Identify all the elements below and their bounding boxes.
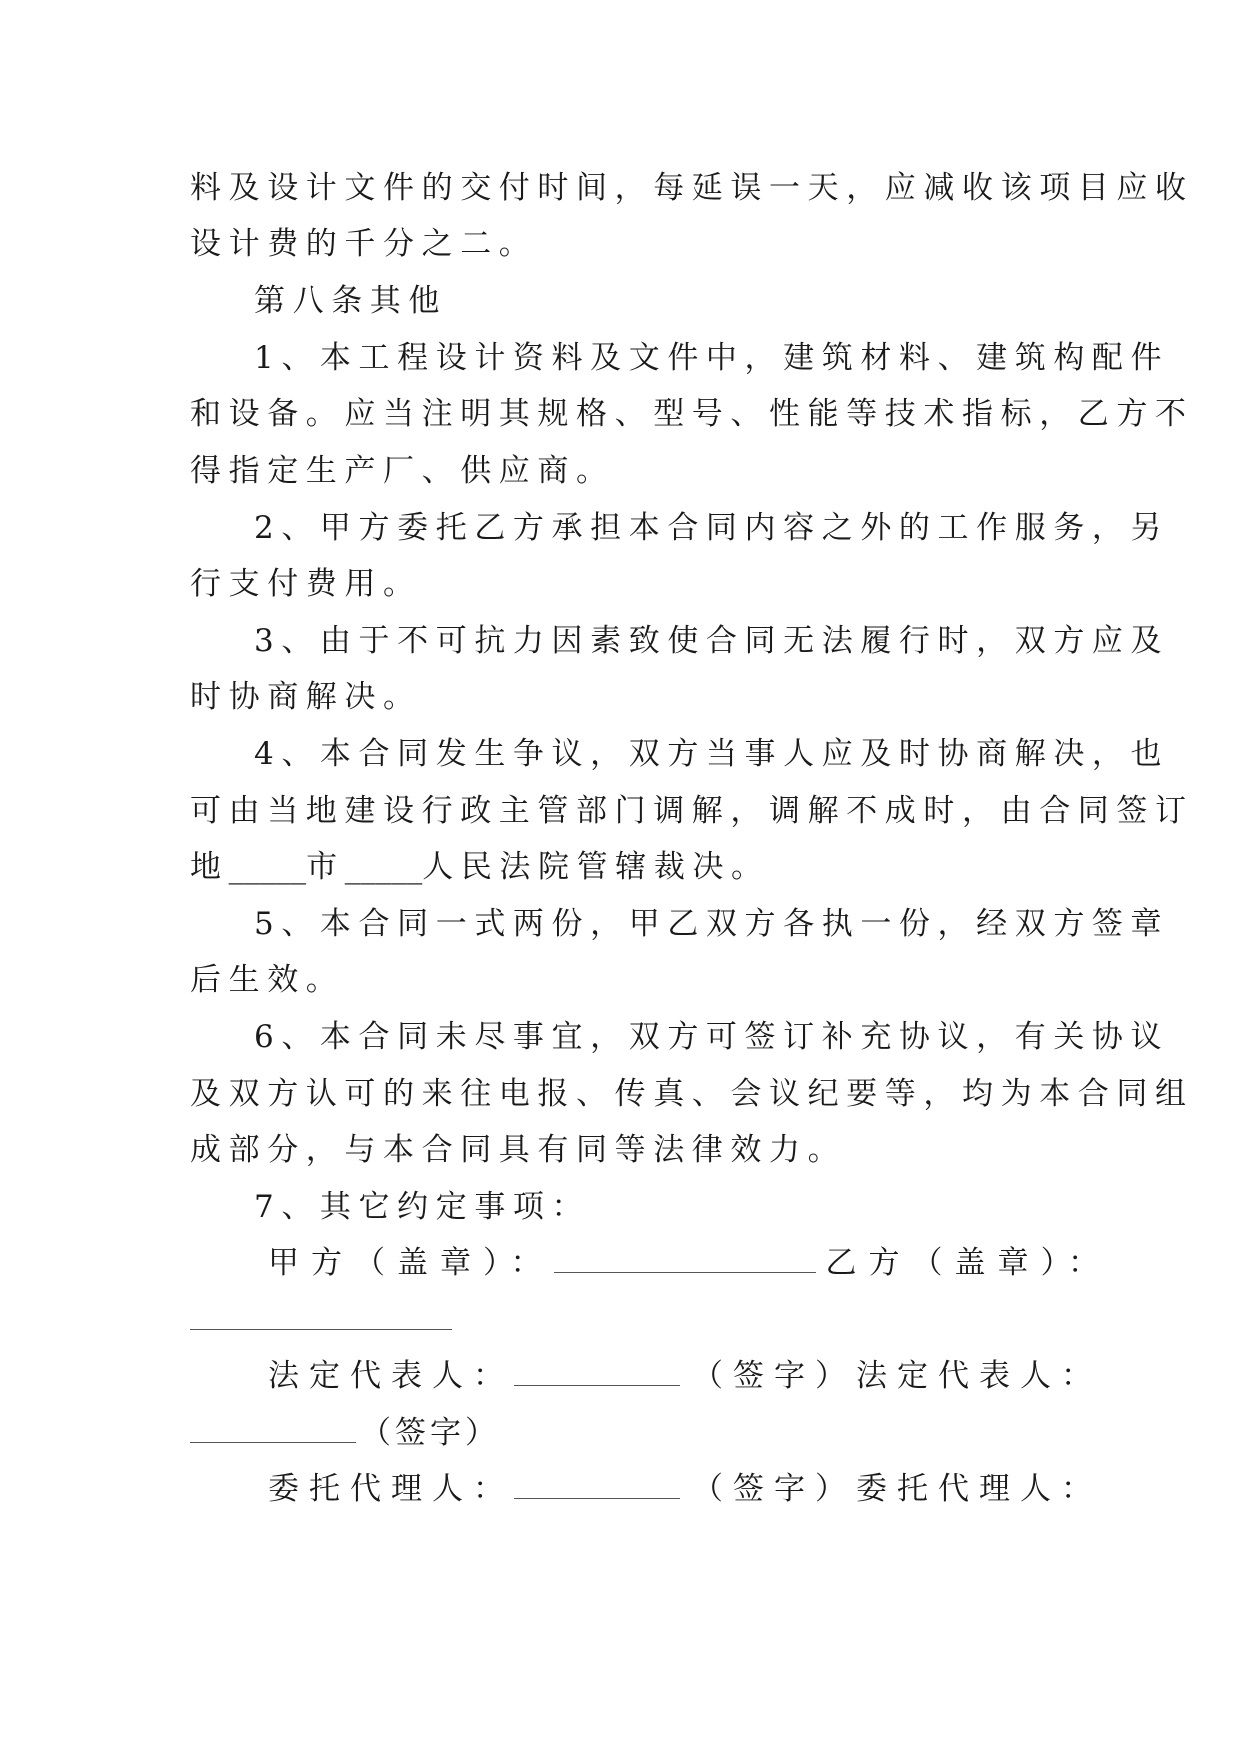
item-4-text: 地 (190, 849, 229, 885)
party-a-agent-label: 委托代理人： (268, 1471, 514, 1507)
item-4-line (190, 847, 1050, 887)
party-a-agent-blank[interactable] (514, 1470, 680, 1499)
paragraph-line: 料及设计文件的交付时间，每延误一天，应减收该项目应收 (190, 170, 1194, 206)
item-2-line: 2、甲方委托乙方承担本合同内容之外的工作服务，另 (254, 510, 1170, 546)
item-7-line: 7、其它约定事项： (254, 1189, 591, 1225)
item-6-line: 及双方认可的来往电报、传真、会议纪要等，均为本合同组 (190, 1076, 1194, 1112)
legal-rep-line (190, 1356, 1128, 1396)
agent-line (190, 1469, 1128, 1509)
party-b-legal-rep-blank[interactable] (190, 1414, 356, 1443)
party-b-agent-label: 委托代理人： (856, 1471, 1102, 1507)
party-b-seal-blank[interactable] (190, 1301, 452, 1330)
court-district-blank: _____ (344, 849, 423, 885)
court-city-blank: _____ (228, 849, 307, 885)
paragraph-line: 设计费的千分之二。 (190, 226, 538, 262)
party-b-seal-label: 乙方（盖章）： (825, 1245, 1111, 1281)
section-heading: 第八条其他 (254, 283, 447, 319)
item-1-line: 得指定生产厂、供应商。 (190, 453, 615, 489)
item-5-line: 5、本合同一式两份，甲乙双方各执一份，经双方签章 (254, 906, 1170, 942)
seal-line-cont (190, 1300, 1050, 1340)
sign-note: （签字） (360, 1415, 500, 1451)
item-1-line: 1、本工程设计资料及文件中，建筑材料、建筑构配件 (254, 340, 1170, 376)
seal-line (190, 1243, 1128, 1283)
item-5-line: 后生效。 (190, 962, 345, 998)
sign-note: （签字） (692, 1358, 856, 1394)
item-4-line: 可由当地建设行政主管部门调解，调解不成时，由合同签订 (190, 793, 1194, 829)
item-4-text: 市 (306, 849, 345, 885)
item-4-text: 人民法院管辖裁决。 (422, 849, 770, 885)
item-1-line: 和设备。应当注明其规格、型号、性能等技术指标，乙方不 (190, 396, 1194, 432)
sign-note: （签字） (692, 1471, 856, 1507)
party-a-legal-rep-blank[interactable] (514, 1357, 680, 1386)
party-a-seal-label: 甲方（盖章）： (268, 1245, 554, 1281)
item-4-line: 4、本合同发生争议，双方当事人应及时协商解决，也 (254, 736, 1170, 772)
item-6-line: 6、本合同未尽事宜，双方可签订补充协议，有关协议 (254, 1019, 1170, 1055)
legal-rep-line-cont (190, 1413, 1050, 1453)
party-a-seal-blank[interactable] (554, 1244, 816, 1273)
item-3-line: 时协商解决。 (190, 679, 422, 715)
item-2-line: 行支付费用。 (190, 566, 422, 602)
item-3-line: 3、由于不可抗力因素致使合同无法履行时，双方应及 (254, 623, 1170, 659)
party-b-legal-rep-label: 法定代表人： (856, 1358, 1102, 1394)
party-a-legal-rep-label: 法定代表人： (268, 1358, 514, 1394)
item-6-line: 成部分，与本合同具有同等法律效力。 (190, 1132, 847, 1168)
